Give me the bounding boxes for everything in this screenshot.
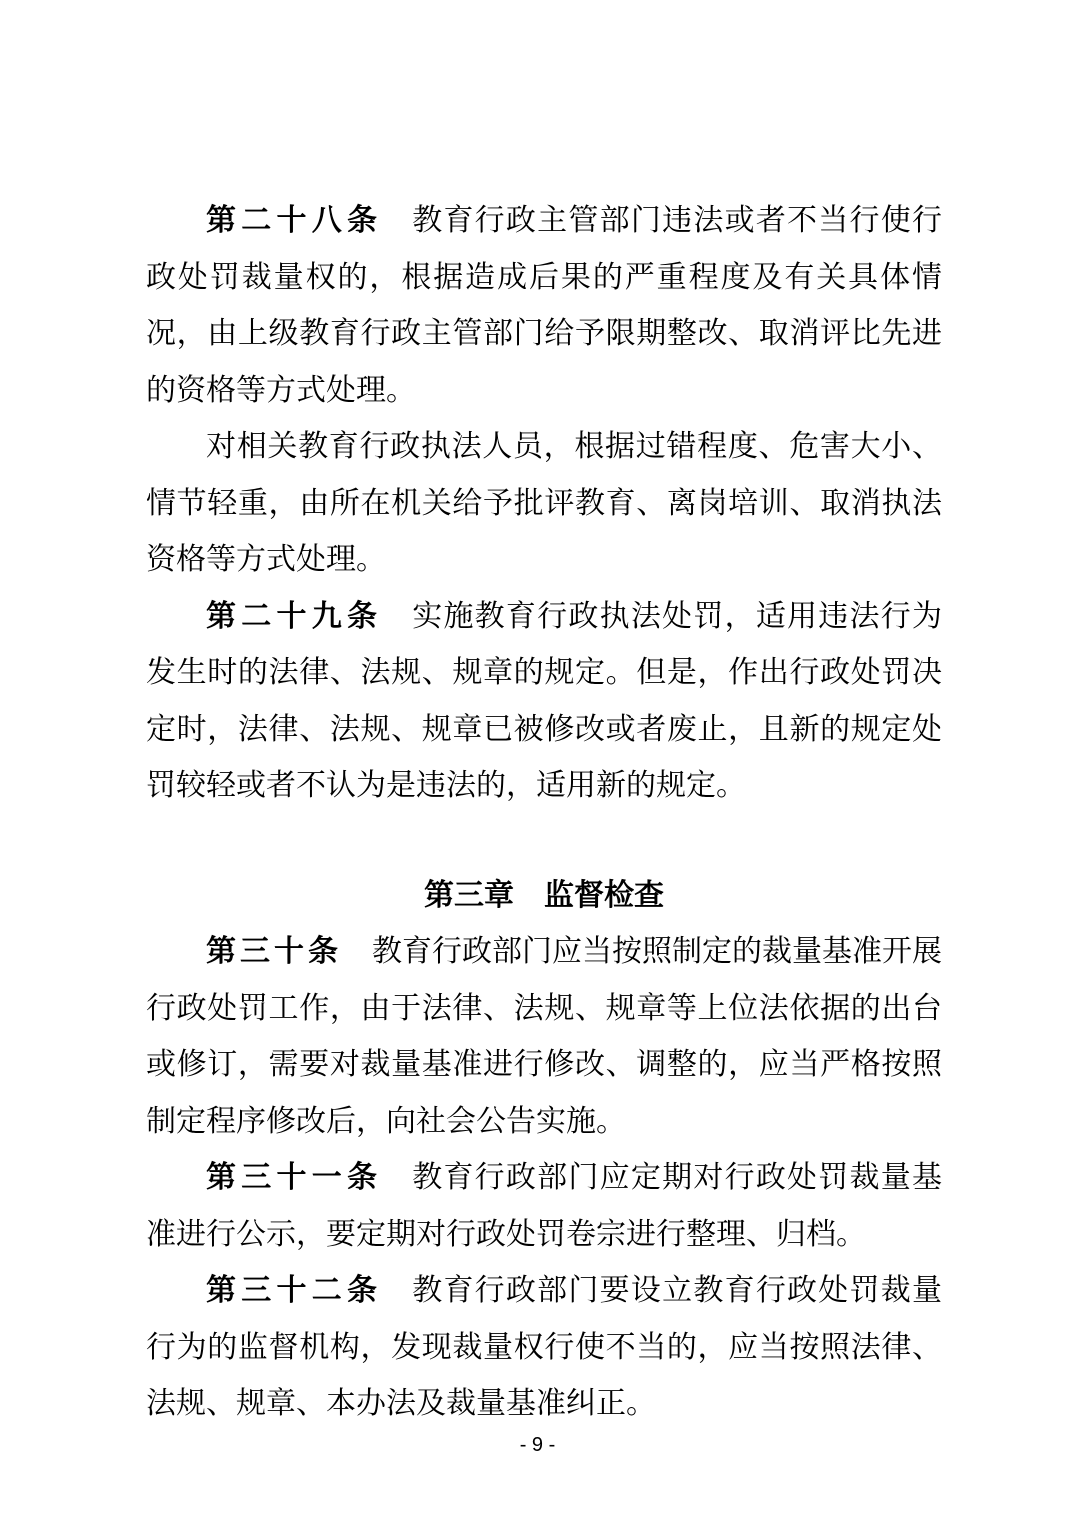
article-30-text: 教育行政部门应当按照制定的裁量基准开展行政处罚工作，由于法律、法规、规章等上位法依据的出台或修订，需要对裁量基准进行修改、调整的，应当严格按照制定程序修改后，向社会公告实施。 <box>146 934 942 1139</box>
document-body <box>146 193 942 1433</box>
article-32-paragraph <box>146 1263 942 1433</box>
article-31-label: 第三十一条 <box>206 1160 383 1195</box>
article-30-label: 第三十条 <box>206 934 342 969</box>
chapter-title: 第三章 监督检查 <box>424 877 664 913</box>
article-29-paragraph <box>146 589 942 815</box>
article-31-text: 教育行政部门应定期对行政处罚裁量基准进行公示，要定期对行政处罚卷宗进行整理、归档。 <box>146 1160 943 1252</box>
article-28-second-text: 对相关教育行政执法人员，根据过错程度、危害大小、情节轻重，由所在机关给予批评教育、离岗培训、取消执法资格等方式处理。 <box>146 429 942 577</box>
article-28-paragraph <box>146 193 942 419</box>
article-29-text: 实施教育行政执法处罚，适用违法行为发生时的法律、法规、规章的规定。但是，作出行政处罚决定时，法律、法规、规章已被修改或者废止，且新的规定处罚较轻或者不认为是违法的，适用新的规定。 <box>146 598 943 803</box>
article-32-label: 第三十二条 <box>206 1273 383 1308</box>
page-number: - 9 - <box>519 1434 556 1456</box>
article-28-second-paragraph <box>146 419 942 589</box>
article-28-text: 教育行政主管部门违法或者不当行使行政处罚裁量权的，根据造成后果的严重程度及有关具体情况，由上级教育行政主管部门给予限期整改、取消评比先进的资格等方式处理。 <box>146 203 943 408</box>
article-32-text: 教育行政部门要设立教育行政处罚裁量行为的监督机构，发现裁量权行使不当的，应当按照法律、法规、规章、本办法及裁量基准纠正。 <box>146 1273 943 1421</box>
article-28-label: 第二十八条 <box>206 203 383 238</box>
article-29-label: 第二十九条 <box>206 598 383 634</box>
article-31-paragraph <box>146 1150 942 1263</box>
article-30-paragraph <box>146 924 942 1150</box>
